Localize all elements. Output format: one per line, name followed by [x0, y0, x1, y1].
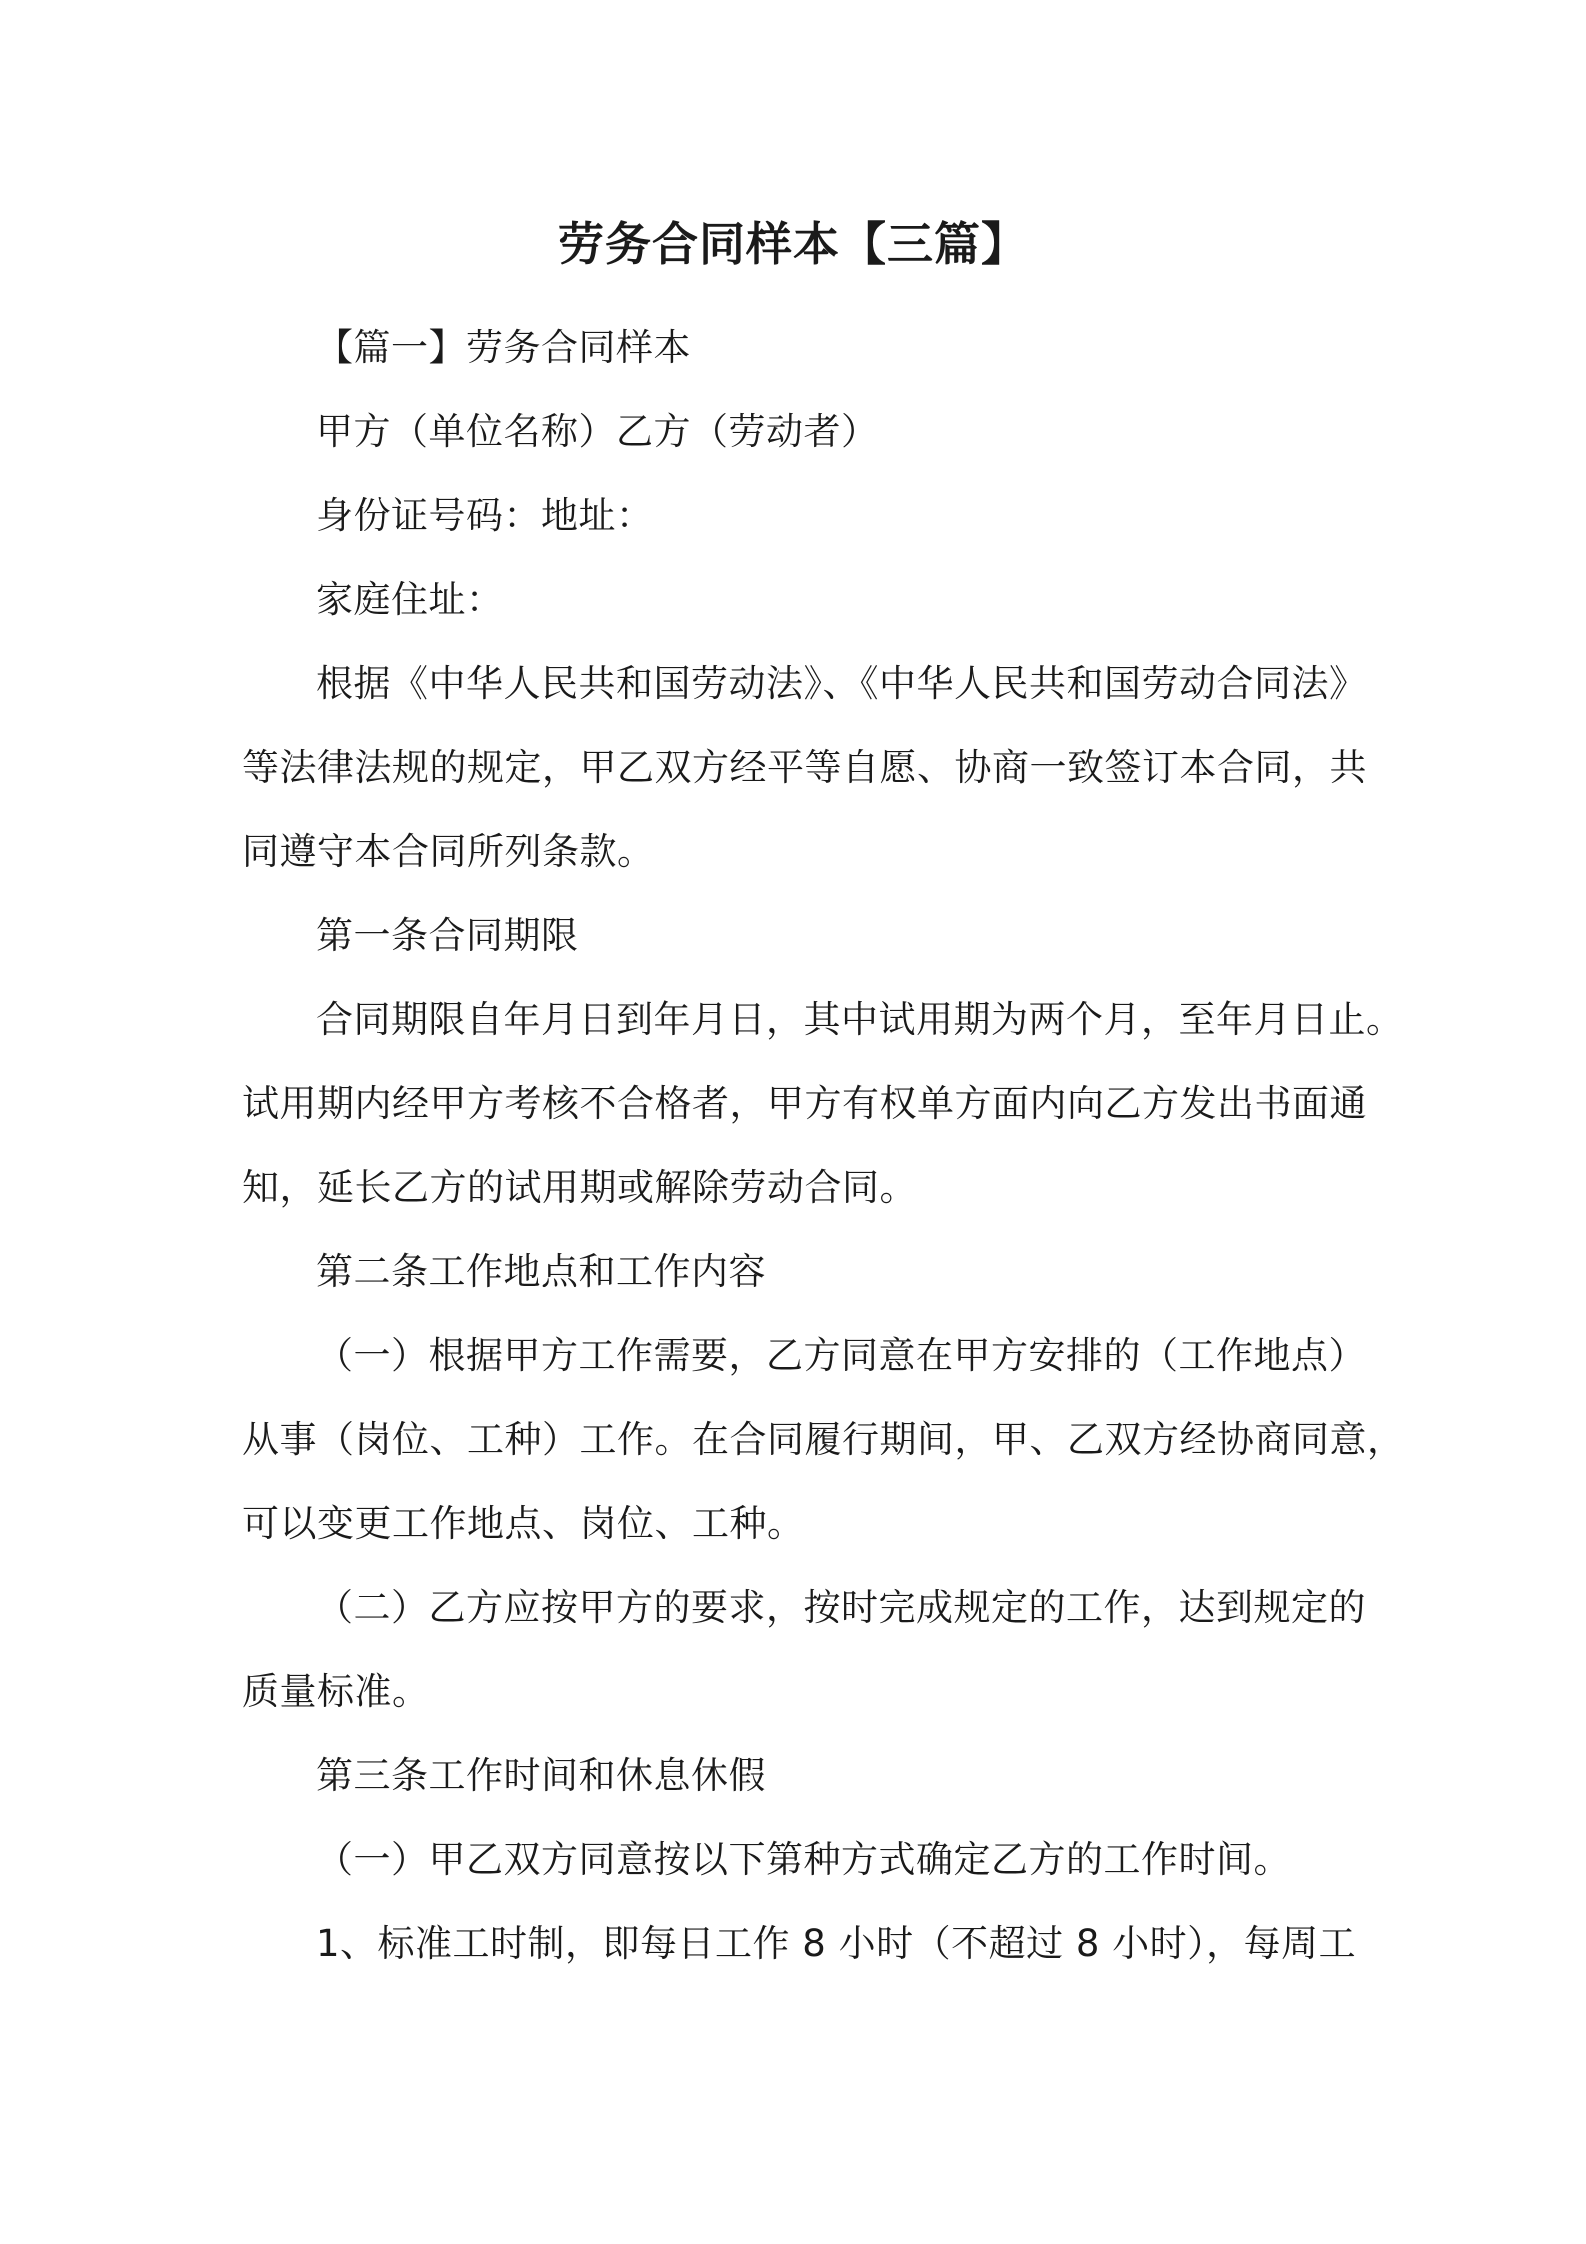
paragraph-line: 从事（岗位、工种）工作。在合同履行期间，甲、乙双方经协商同意， — [242, 1418, 1405, 1461]
paragraph-line: 质量标准。 — [242, 1670, 430, 1713]
paragraph-line: 根据《中华人民共和国劳动法》、《中华人民共和国劳动合同法》 — [316, 662, 1367, 705]
article-heading: 第二条工作地点和工作内容 — [316, 1250, 766, 1293]
home-address-line: 家庭住址： — [316, 578, 504, 621]
paragraph-line: 可以变更工作地点、岗位、工种。 — [242, 1502, 805, 1545]
paragraph-line: （一）甲乙双方同意按以下第种方式确定乙方的工作时间。 — [316, 1838, 1291, 1881]
article-heading: 第一条合同期限 — [316, 914, 579, 957]
paragraph-line: 等法律法规的规定，甲乙双方经平等自愿、协商一致签订本合同，共 — [242, 746, 1367, 789]
paragraph-line: 知，延长乙方的试用期或解除劳动合同。 — [242, 1166, 917, 1209]
article-heading: 第三条工作时间和休息休假 — [316, 1754, 766, 1797]
paragraph-line: 试用期内经甲方考核不合格者，甲方有权单方面内向乙方发出书面通 — [242, 1082, 1367, 1125]
party-line: 甲方（单位名称）乙方（劳动者） — [316, 410, 879, 453]
paragraph-line: 合同期限自年月日到年月日，其中试用期为两个月，至年月日止。 — [316, 998, 1404, 1041]
paragraph-line: （一）根据甲方工作需要，乙方同意在甲方安排的（工作地点） — [316, 1334, 1366, 1377]
paragraph-line: 1、标准工时制，即每日工作 8 小时（不超过 8 小时），每周工 — [316, 1922, 1357, 1965]
paragraph-line: （二）乙方应按甲方的要求，按时完成规定的工作，达到规定的 — [316, 1586, 1366, 1629]
paragraph-line: 同遵守本合同所列条款。 — [242, 830, 655, 873]
document-title: 劳务合同样本【三篇】 — [558, 217, 1028, 271]
id-address-line: 身份证号码：地址： — [316, 494, 654, 537]
section-heading-part-one: 【篇一】劳务合同样本 — [316, 326, 691, 369]
